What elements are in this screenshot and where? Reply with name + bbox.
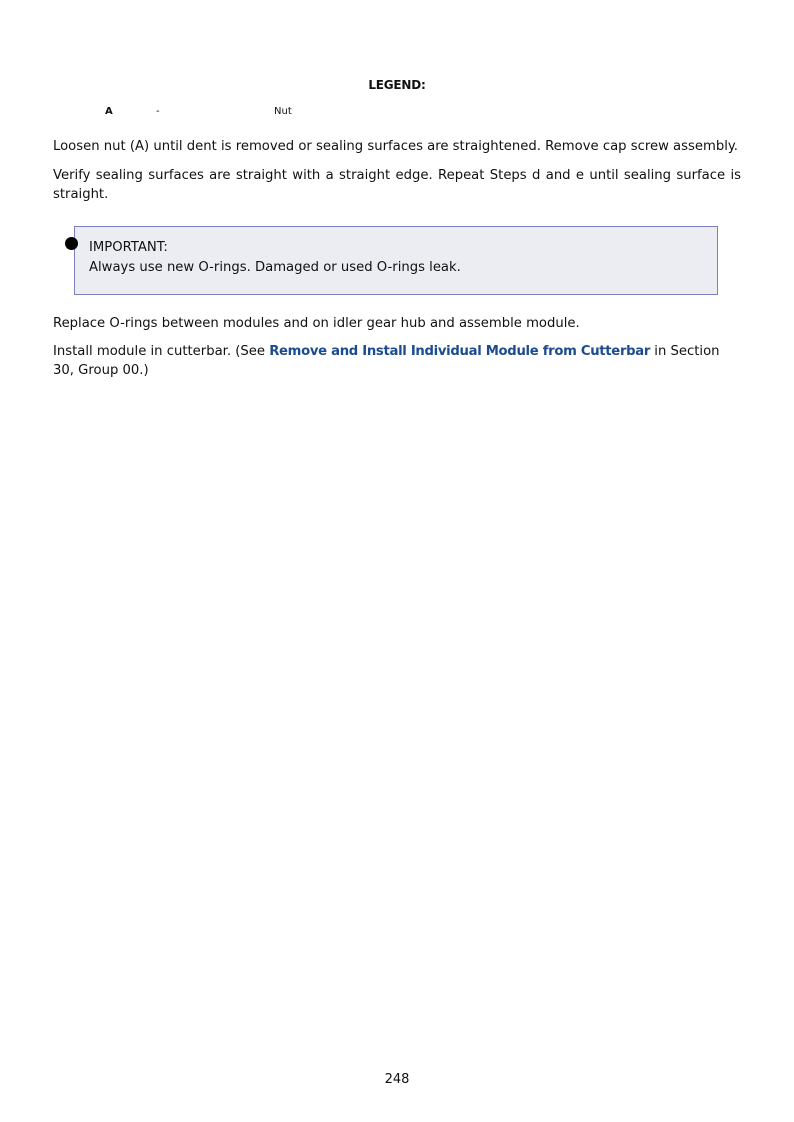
legend-description: Nut bbox=[274, 106, 292, 117]
legend-separator: - bbox=[156, 106, 160, 117]
verify-surfaces-paragraph: Verify sealing surfaces are straight with a straight edge. Repeat Steps d and e until sealing surface is straight. bbox=[53, 168, 741, 202]
important-text: Always use new O-rings. Damaged or used O-rings leak. bbox=[89, 260, 461, 275]
install-text-prefix: Install module in cutterbar. (See bbox=[53, 344, 270, 359]
legend-title: LEGEND: bbox=[368, 78, 426, 92]
install-text-suffix: in Section 30, Group 00.) bbox=[53, 344, 720, 378]
important-note-box bbox=[74, 226, 718, 295]
page-number: 248 bbox=[384, 1072, 410, 1087]
replace-orings-paragraph: Replace O-rings between modules and on idler gear hub and assemble module. bbox=[53, 316, 580, 331]
install-module-paragraph bbox=[53, 342, 741, 380]
remove-install-module-link[interactable]: Remove and Install Individual Module from Cutterbar bbox=[269, 344, 651, 359]
bullet-icon bbox=[65, 237, 78, 250]
legend-key: A bbox=[105, 106, 113, 117]
loosen-nut-paragraph: Loosen nut (A) until dent is removed or sealing surfaces are straightened. Remove cap screw assembly. bbox=[53, 139, 738, 154]
legend-item bbox=[0, 106, 794, 120]
important-label: IMPORTANT: bbox=[89, 240, 168, 255]
